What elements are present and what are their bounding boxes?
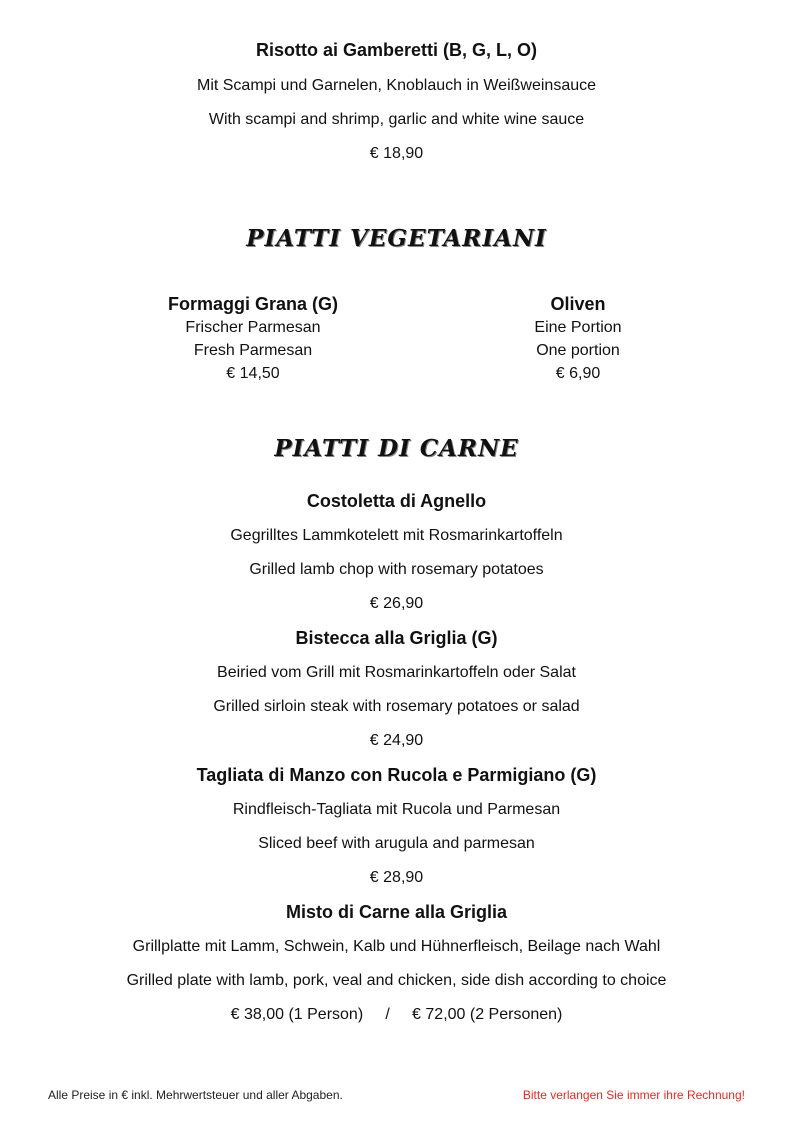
dish-description-de: Gegrilltes Lammkotelett mit Rosmarinkartoffeln [230,527,563,544]
dish-description-en: Sliced beef with arugula and parmesan [258,835,535,852]
dish-description-en: Grilled sirloin steak with rosemary potatoes or salad [213,698,580,715]
dish-description-en: With scampi and shrimp, garlic and white wine sauce [208,111,585,128]
footer-receipt-note: Bitte verlangen Sie immer ihre Rechnung! [522,1088,745,1102]
dish-name: Formaggi Grana (G) [167,294,338,314]
dish-price: € 24,90 [369,732,424,749]
dish-name: Bistecca alla Griglia (G) [295,628,498,648]
section-title-vegetarian: PIATTI VEGETARIANI [246,225,547,252]
dish-description-de: Beiried vom Grill mit Rosmarinkartoffeln oder Salat [217,664,576,681]
dish-description-de: Rindfleisch-Tagliata mit Rucola und Parmesan [232,801,561,818]
dish-name: Oliven [550,294,606,314]
dish-name: Risotto ai Gamberetti (B, G, L, O) [255,40,538,60]
dish-description-de: Mit Scampi und Garnelen, Knoblauch in Weißweinsauce [196,77,597,94]
dish-description-en: Grilled lamb chop with rosemary potatoes [249,561,544,578]
vegetarian-item [448,292,708,385]
dish-name: Misto di Carne alla Griglia [285,902,508,922]
dish-price: € 26,90 [369,595,424,612]
dish-price: € 38,00 (1 Person) / € 72,00 (2 Personen) [230,1006,563,1023]
dish-description-de: Frischer Parmesan [185,319,321,336]
dish-price: € 28,90 [369,869,424,886]
vegetarian-item [123,292,383,385]
dish-description-de: Grillplatte mit Lamm, Schwein, Kalb und Hühnerfleisch, Beilage nach Wahl [132,938,661,955]
dish-name: Costoletta di Agnello [306,491,487,511]
dish-name: Tagliata di Manzo con Rucola e Parmigiano (G) [196,765,597,785]
dish-description-en: Grilled plate with lamb, pork, veal and chicken, side dish according to choice [126,972,667,989]
dish-description-en: Fresh Parmesan [193,342,313,359]
dish-price: € 6,90 [555,365,601,382]
dish-price: € 18,90 [369,145,424,162]
dish-description-de: Eine Portion [534,319,622,336]
dish-price: € 14,50 [226,365,280,382]
section-title-meat: PIATTI DI CARNE [274,435,519,462]
dish-description-en: One portion [536,342,620,359]
footer-price-note: Alle Preise in € inkl. Mehrwertsteuer und aller Abgaben. [48,1088,343,1102]
